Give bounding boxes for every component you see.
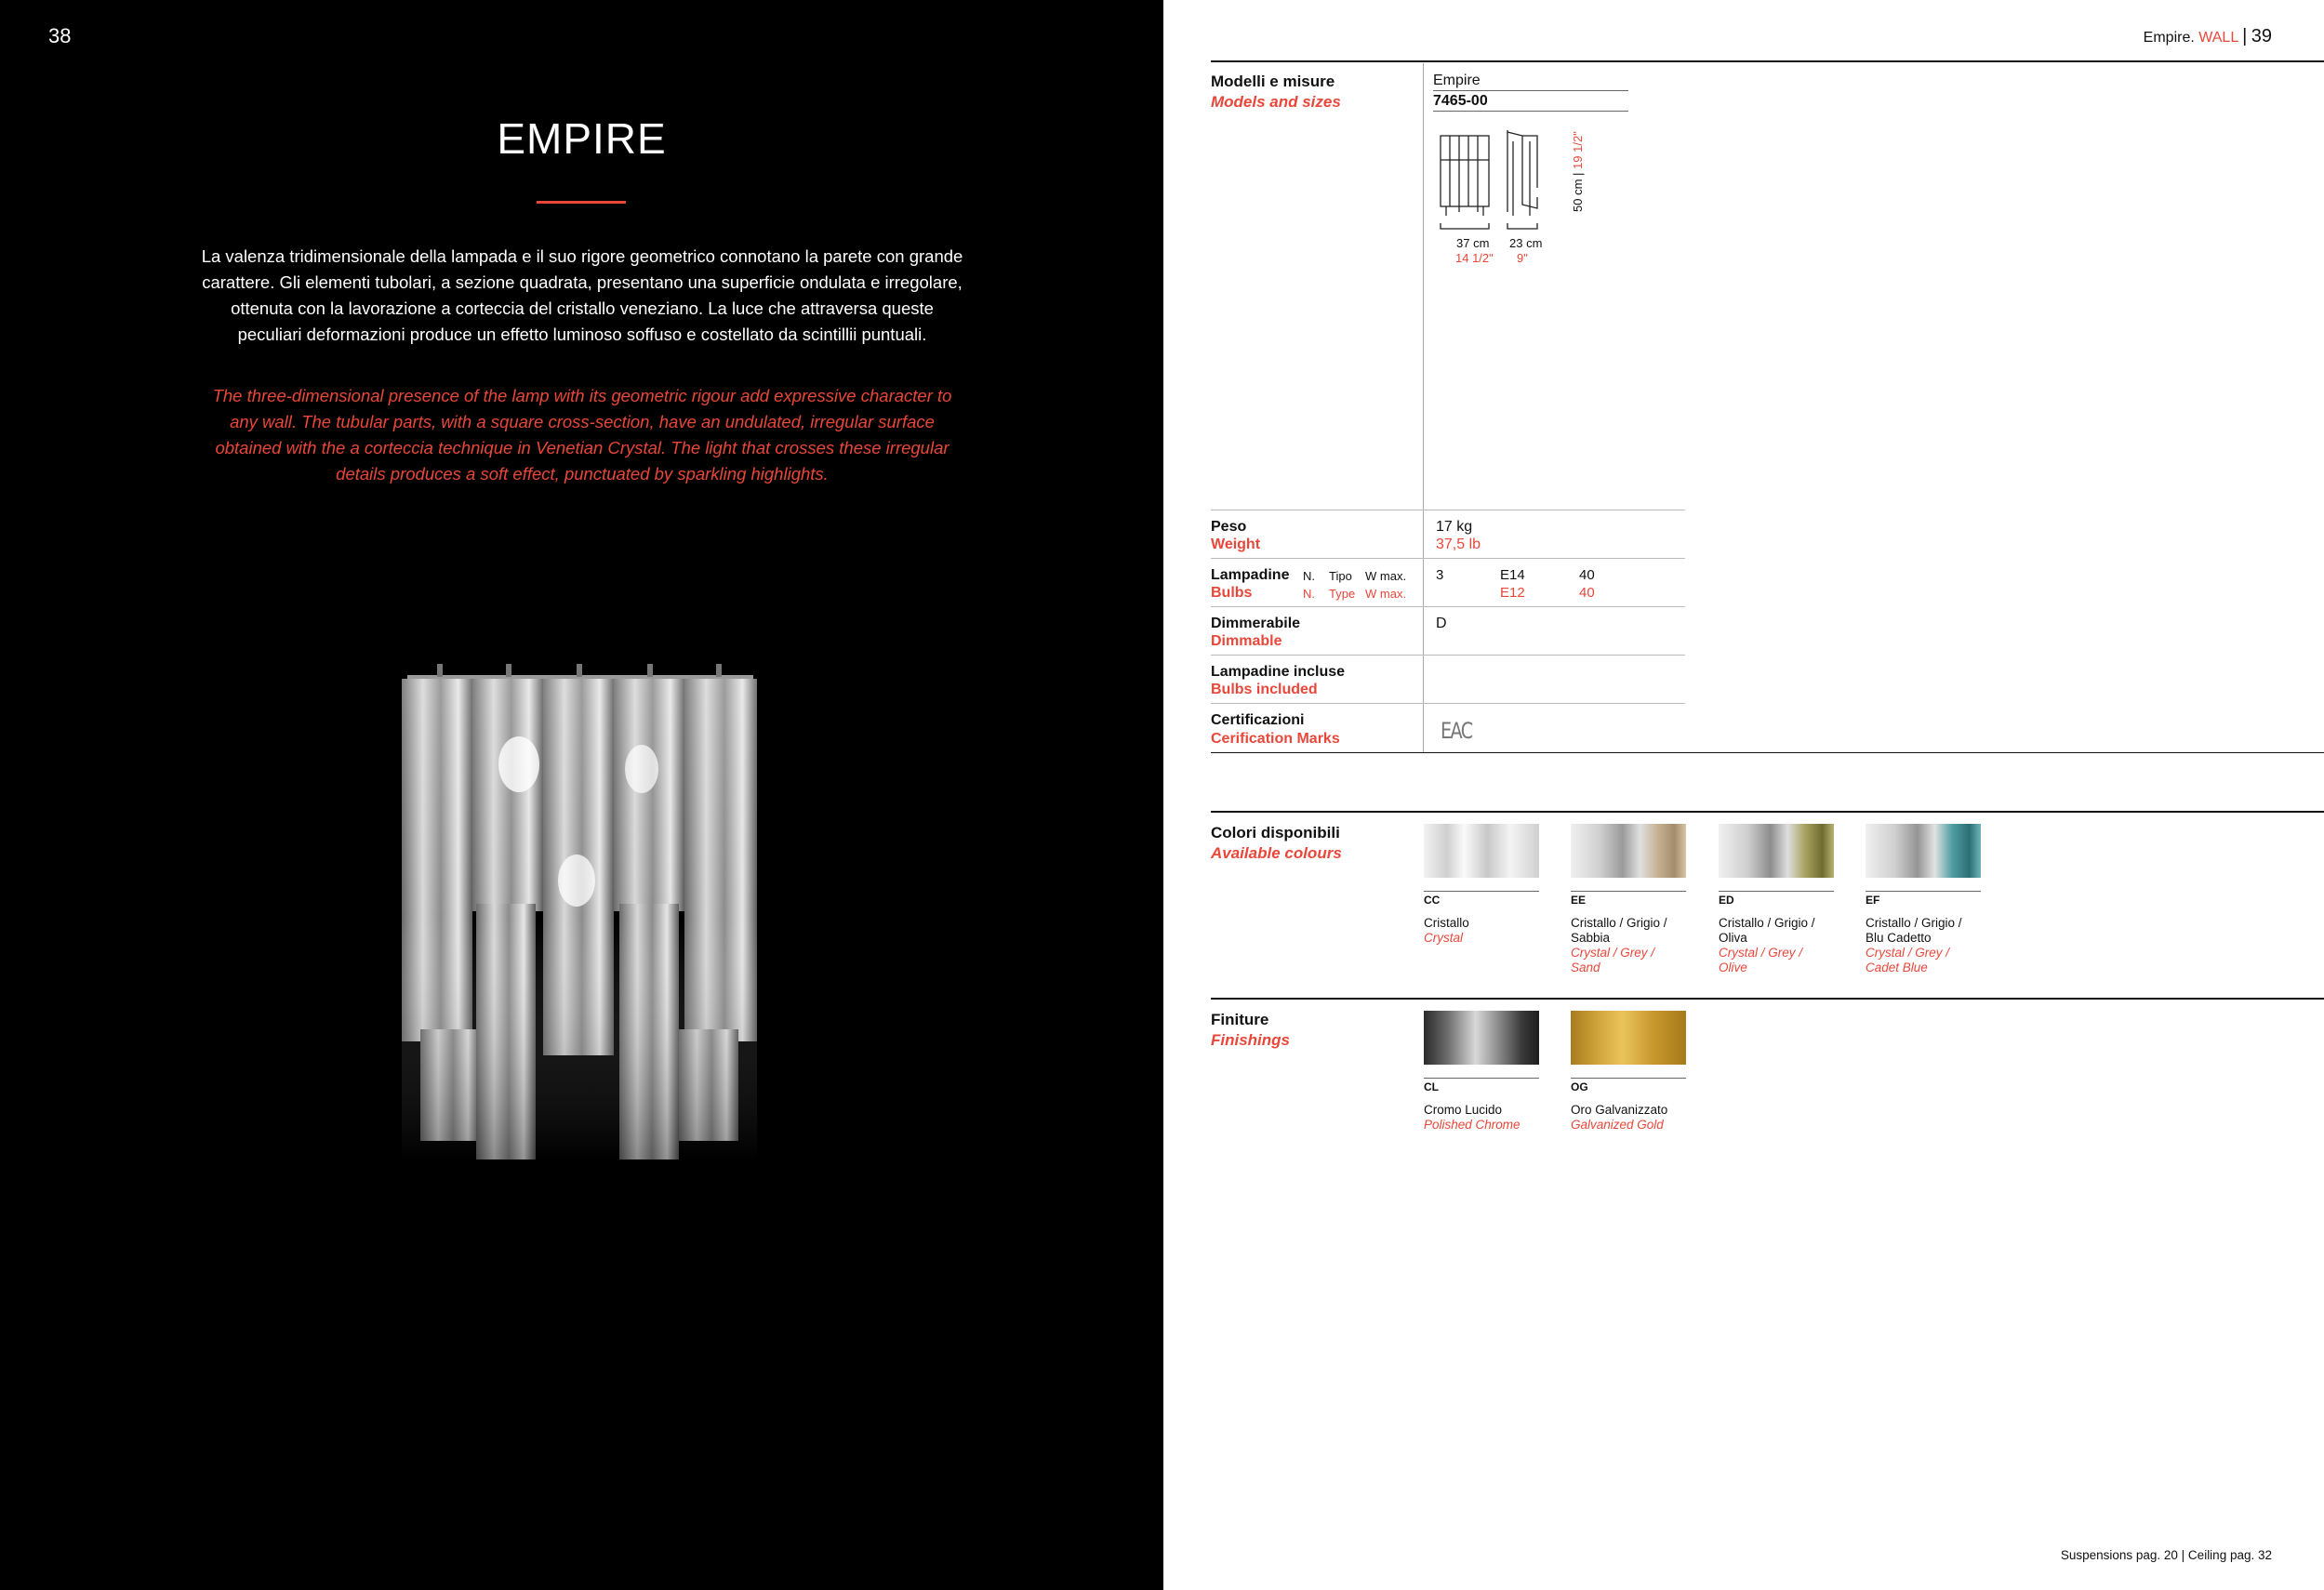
bulbs-type-eu: E14 xyxy=(1500,567,1525,583)
colour-name: Cristallo xyxy=(1424,916,1469,930)
weight-label: Peso xyxy=(1211,519,1247,535)
finish-swatch[interactable] xyxy=(1571,1011,1686,1065)
colour-name: Cristallo / Grigio / Sabbia xyxy=(1571,916,1667,945)
header-category: WALL xyxy=(2198,30,2238,46)
header-collection: Empire. xyxy=(2143,30,2195,46)
bulbs-watt-us: 40 xyxy=(1579,585,1595,601)
weight-kg: 17 kg xyxy=(1436,519,1473,535)
finish-code: CL xyxy=(1424,1080,1439,1093)
colour-swatch[interactable] xyxy=(1866,824,1981,878)
colour-swatch[interactable] xyxy=(1719,824,1834,878)
width-in: 14 1/2" xyxy=(1455,251,1494,265)
bulbs-watt-eu: 40 xyxy=(1579,567,1595,583)
spec-rule-3 xyxy=(1211,606,1685,607)
colour-name-en: Crystal xyxy=(1424,931,1464,945)
column-divider xyxy=(1423,63,1424,753)
colour-code: CC xyxy=(1424,894,1441,907)
colours-rule xyxy=(1211,811,2324,813)
weight-label-en: Weight xyxy=(1211,537,1261,552)
model-name: Empire xyxy=(1433,73,1481,88)
colour-name-en: Crystal / Grey / Cadet Blue xyxy=(1866,946,1950,974)
colour-item-ef[interactable] xyxy=(1866,824,1981,975)
finishings-label: Finiture xyxy=(1211,1011,1269,1028)
bulbs-col-w-en: W max. xyxy=(1365,587,1407,601)
finish-name: Oro Galvanizzato xyxy=(1571,1103,1668,1117)
title-underline xyxy=(537,201,626,204)
bulbs-included-label: Lampadine incluse xyxy=(1211,664,1346,680)
finish-name: Cromo Lucido xyxy=(1424,1103,1503,1117)
colour-code: EE xyxy=(1571,894,1587,907)
spec-rule-4 xyxy=(1211,655,1685,656)
header-rule xyxy=(1211,60,2324,62)
bulbs-included-label-en: Bulbs included xyxy=(1211,682,1318,697)
page-number-left: 38 xyxy=(48,24,72,47)
colours-label: Colori disponibili xyxy=(1211,824,1340,841)
colour-name-en: Crystal / Grey / Sand xyxy=(1571,946,1655,974)
technical-drawing xyxy=(1433,123,1573,234)
finishings-label-en: Finishings xyxy=(1211,1031,1290,1049)
height-separator: | xyxy=(1571,172,1585,176)
page-number-right: 39 xyxy=(2251,26,2272,46)
finish-name-en: Galvanized Gold xyxy=(1571,1118,1664,1132)
depth-cm: 23 cm xyxy=(1509,236,1543,250)
colour-swatch[interactable] xyxy=(1571,824,1686,878)
model-rule-1 xyxy=(1433,90,1628,91)
finish-name-en: Polished Chrome xyxy=(1424,1118,1521,1132)
page-title: EMPIRE xyxy=(497,114,667,163)
colour-item-ed[interactable] xyxy=(1719,824,1834,975)
bulbs-col-w: W max. xyxy=(1365,569,1407,583)
finishings-rule xyxy=(1211,998,2324,1000)
colour-name: Cristallo / Grigio / Blu Cadetto xyxy=(1866,916,1962,945)
finish-swatch[interactable] xyxy=(1424,1011,1539,1065)
swatch-rule xyxy=(1424,1078,1539,1079)
swatch-rule xyxy=(1866,891,1981,892)
models-label-en: Models and sizes xyxy=(1211,93,1341,111)
bulbs-col-n-en: N. xyxy=(1303,587,1315,601)
bulbs-label-en: Bulbs xyxy=(1211,585,1253,601)
models-label: Modelli e misure xyxy=(1211,73,1335,90)
swatch-rule xyxy=(1719,891,1834,892)
swatch-rule xyxy=(1424,891,1539,892)
description-italian: La valenza tridimensionale della lampada e il suo rigore geometrico connotano la parete con grande carattere. Gli elementi tubolari, a sezione quadrata, presentano una superficie ondulata e irregolare, ottenuta con la lavorazione a corteccia del cristallo veneziano. La luce che attraversa queste peculiari deformazioni produce un effetto luminoso soffuso e costellato da scintillii puntuali. xyxy=(201,246,963,344)
bulbs-col-n: N. xyxy=(1303,569,1315,583)
height-cm: 50 cm xyxy=(1571,179,1585,212)
finish-code: OG xyxy=(1571,1080,1588,1093)
colour-swatch[interactable] xyxy=(1424,824,1539,878)
bulbs-label: Lampadine xyxy=(1211,567,1290,583)
colour-code: EF xyxy=(1866,894,1880,907)
bulbs-type-us: E12 xyxy=(1500,585,1525,601)
depth-in: 9" xyxy=(1517,251,1528,265)
colour-item-ee[interactable] xyxy=(1571,824,1686,975)
bulbs-col-type-en: Type xyxy=(1329,587,1356,601)
specs-bottom-rule xyxy=(1211,752,2324,753)
finish-item-cl[interactable] xyxy=(1424,1011,1539,1133)
certifications-label: Certificazioni xyxy=(1211,712,1305,728)
description-english: The three-dimensional presence of the lamp with its geometric rigour add expressive character to any wall. The tubular parts, with a square cross-section, have an undulated, irregular surface obtained with the a corteccia technique in Venetian Crystal. The light that crosses these irregular details produces a soft effect, punctuated by sparkling highlights. xyxy=(212,386,952,484)
colours-label-en: Available colours xyxy=(1211,844,1342,862)
model-code: 7465-00 xyxy=(1433,93,1488,109)
footer-cross-reference: Suspensions pag. 20 | Ceiling pag. 32 xyxy=(2060,1548,2272,1562)
weight-lb: 37,5 lb xyxy=(1436,537,1481,552)
dimmable-value: D xyxy=(1436,616,1447,631)
colour-code: ED xyxy=(1719,894,1734,907)
eac-mark-icon: EAC xyxy=(1441,718,1472,744)
page-header xyxy=(2144,26,2272,47)
bulbs-col-tipo: Tipo xyxy=(1329,569,1352,583)
spec-rule-5 xyxy=(1211,703,1685,704)
header-separator: | xyxy=(2242,26,2248,46)
height-dimension xyxy=(1571,131,1585,212)
swatch-rule xyxy=(1571,891,1686,892)
colour-name-en: Crystal / Grey / Olive xyxy=(1719,946,1803,974)
model-rule-2 xyxy=(1433,111,1628,112)
product-photo xyxy=(400,662,763,1164)
finish-item-og[interactable] xyxy=(1571,1011,1686,1133)
bulbs-count: 3 xyxy=(1436,567,1444,583)
width-cm: 37 cm xyxy=(1456,236,1490,250)
height-in: 19 1/2" xyxy=(1571,131,1585,169)
dimmable-label-en: Dimmable xyxy=(1211,633,1282,649)
spec-rule-2 xyxy=(1211,558,1685,559)
dimmable-label: Dimmerabile xyxy=(1211,616,1301,631)
swatch-rule xyxy=(1571,1078,1686,1079)
colour-item-cc[interactable] xyxy=(1424,824,1539,946)
colour-name: Cristallo / Grigio / Oliva xyxy=(1719,916,1815,945)
right-page xyxy=(1163,0,2324,1590)
certifications-label-en: Cerification Marks xyxy=(1211,731,1340,747)
